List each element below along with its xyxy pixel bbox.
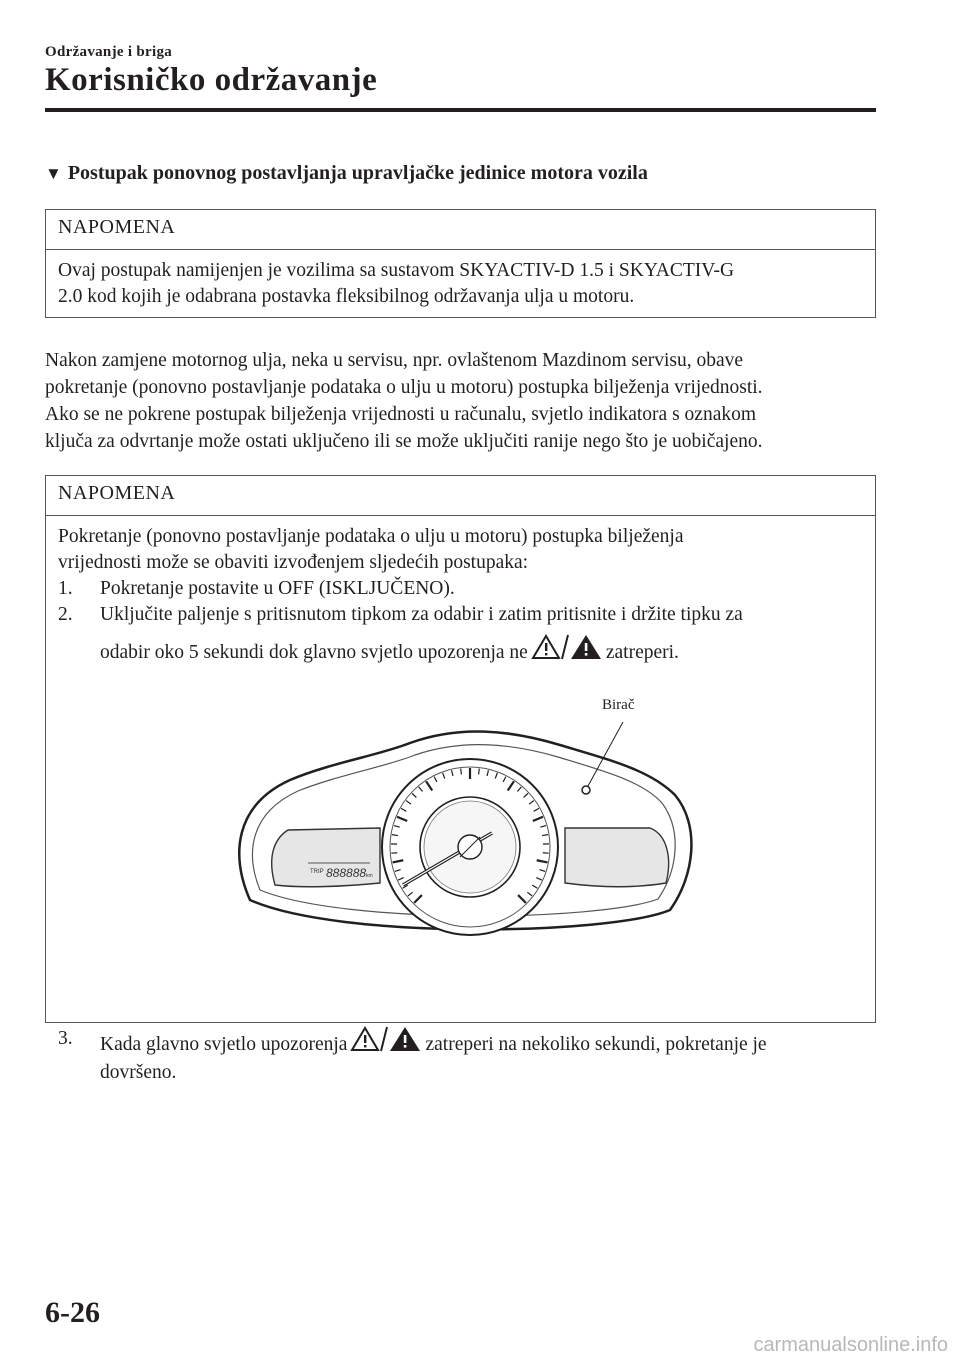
odometer-unit: km [366,873,373,879]
gauge-tick [479,769,480,775]
master-warning-icon [531,634,603,668]
step-text: Pokretanje postavite u OFF (ISKLJUČENO). [100,578,455,599]
trip-label: TRIP [310,869,324,875]
step-text-cont [100,634,863,668]
step-number: 1. [58,578,73,599]
triangle-bullet-icon: ▼ [45,164,62,183]
page-number: 6-26 [45,1296,100,1329]
note-line: vrijednosti može se obaviti izvođenjem sljedećih postupaka: [58,552,529,573]
step-text-post: zatreperi. [605,642,679,663]
paragraph-line: Ako se ne pokrene postupak bilježenja vrijednosti u računalu, svjetlo indikatora s oznakom [45,404,757,425]
body-paragraph [45,347,885,455]
note-label: NAPOMENA [46,210,875,250]
breadcrumb: Održavanje i briga [45,44,173,60]
odometer-digits: 888888 [326,866,367,880]
note-label: NAPOMENA [46,476,875,516]
instrument-cluster-illustration [230,685,700,955]
note-line: 2.0 kod kojih je odabrana postavka fleksibilnog održavanja ulja u motoru. [58,286,635,307]
paragraph-line: ključa za odvrtanje može ostati uključeno ili se može uključiti ranije nego što je uobičajeno. [45,431,763,452]
gauge-tick [461,769,462,775]
note-body [46,250,875,318]
section-heading [45,162,648,185]
step-text-cont: dovršeno. [100,1062,177,1083]
section-heading-text: Postupak ponovnog postavljanja upravljačke jedinice motora vozila [67,162,648,184]
step-text: Uključite paljenje s pritisnutom tipkom za odabir i zatim pritisnite i držite tipku za [100,604,743,625]
note-box-1 [45,209,876,318]
note-line: Ovaj postupak namijenjen je vozilima sa sustavom SKYACTIV-D 1.5 i SKYACTIV-G [58,260,735,281]
master-warning-icon [350,1026,422,1060]
paragraph-line: Nakon zamjene motornog ulja, neka u servisu, npr. ovlaštenom Mazdinom servisu, obave [45,350,744,371]
step-3 [58,1026,863,1086]
step-text-pre: Kada glavno svjetlo upozorenja [100,1034,348,1055]
step-text-post: zatreperi na nekoliko sekundi, pokretanje je [425,1034,767,1055]
paragraph-line: pokretanje (ponovno postavljanje podataka o ulju u motoru) postupka bilježenja vrijednosti. [45,377,763,398]
step-text [100,1026,863,1060]
step-1 [58,576,863,602]
title-divider [45,108,876,112]
selector-callout-label: Birač [602,697,635,713]
instrument-cluster-svg [230,685,700,955]
step-number: 2. [58,604,73,625]
page-title: Korisničko održavanje [45,62,378,98]
step-number: 3. [58,1028,73,1049]
step-text-pre: odabir oko 5 sekundi dok glavno svjetlo upozorenja ne [100,642,528,663]
note-line: Pokretanje (ponovno postavljanje podataka o ulju u motoru) postupka bilježenja [58,526,684,547]
step-2 [58,602,863,668]
selector-button [582,786,590,794]
watermark: carmanualsonline.info [753,1334,948,1356]
